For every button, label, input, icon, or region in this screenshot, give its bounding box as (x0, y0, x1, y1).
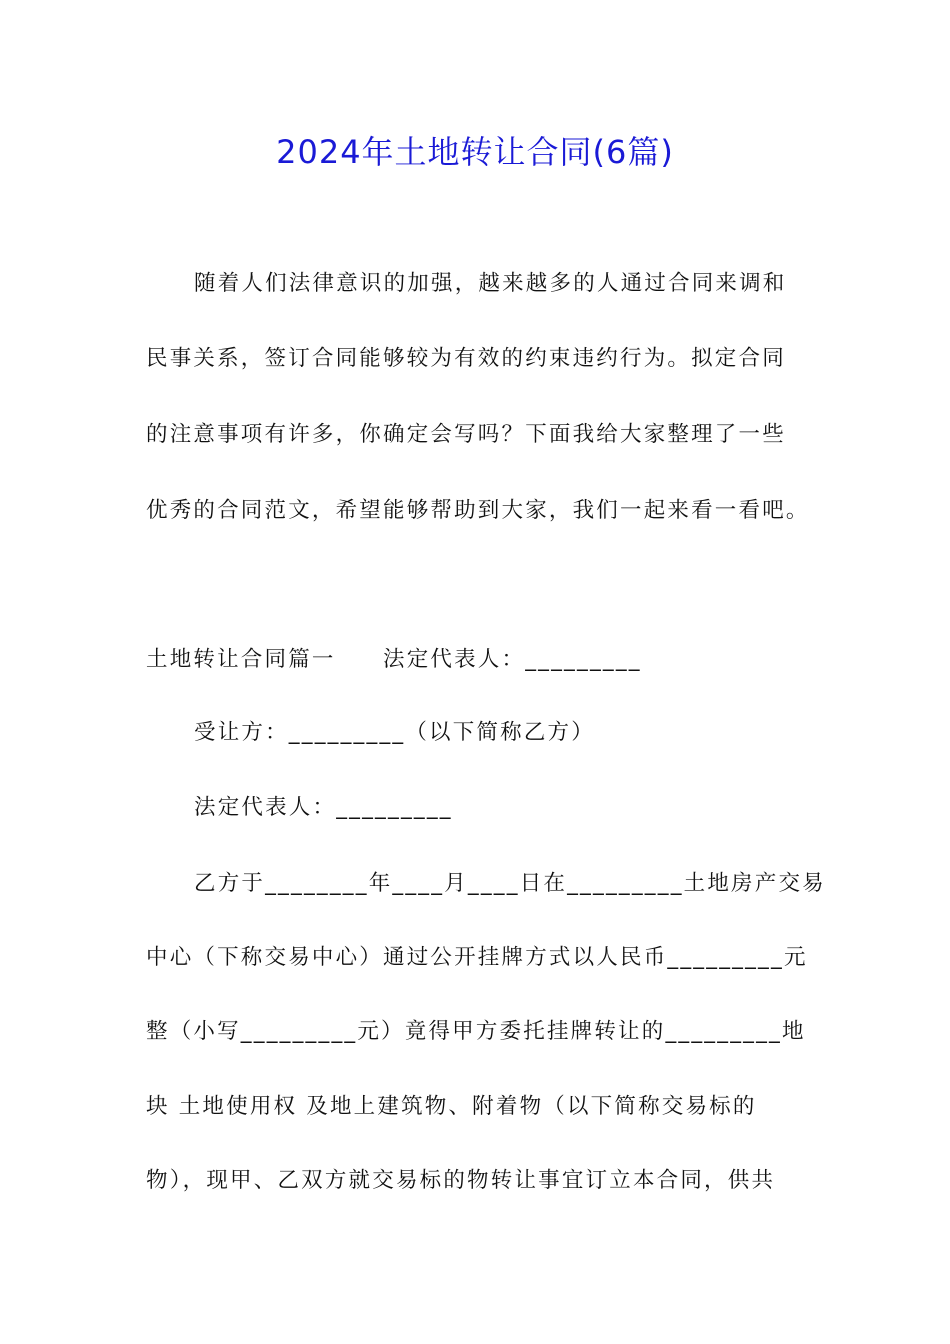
transferee-line: 受让方：_________（以下简称乙方） (194, 720, 595, 745)
intro-line-2: 民事关系，签订合同能够较为有效的约束违约行为。拟定合同 (146, 346, 786, 371)
body-line-5: 物），现甲、乙双方就交易标的物转让事宜订立本合同，供共 (146, 1168, 776, 1193)
intro-line-4: 优秀的合同范文，希望能够帮助到大家，我们一起来看一看吧。 (146, 498, 810, 523)
section-heading: 土地转让合同篇一 法定代表人：_________ (146, 647, 642, 672)
legal-rep-line: 法定代表人：_________ (194, 795, 453, 820)
body-line-3: 整（小写_________元）竟得甲方委托挂牌转让的_________地 (146, 1019, 806, 1044)
body-line-1: 乙方于________年____月____日在_________土地房产交易 (194, 871, 826, 896)
intro-line-3: 的注意事项有许多，你确定会写吗？下面我给大家整理了一些 (146, 422, 786, 447)
intro-line-1: 随着人们法律意识的加强，越来越多的人通过合同来调和 (194, 271, 787, 296)
body-line-4: 块 土地使用权 及地上建筑物、附着物（以下简称交易标的 (146, 1094, 757, 1119)
body-line-2: 中心（下称交易中心）通过公开挂牌方式以人民币_________元 (146, 945, 808, 970)
document-title: 2024年土地转让合同(6篇) (276, 133, 674, 171)
